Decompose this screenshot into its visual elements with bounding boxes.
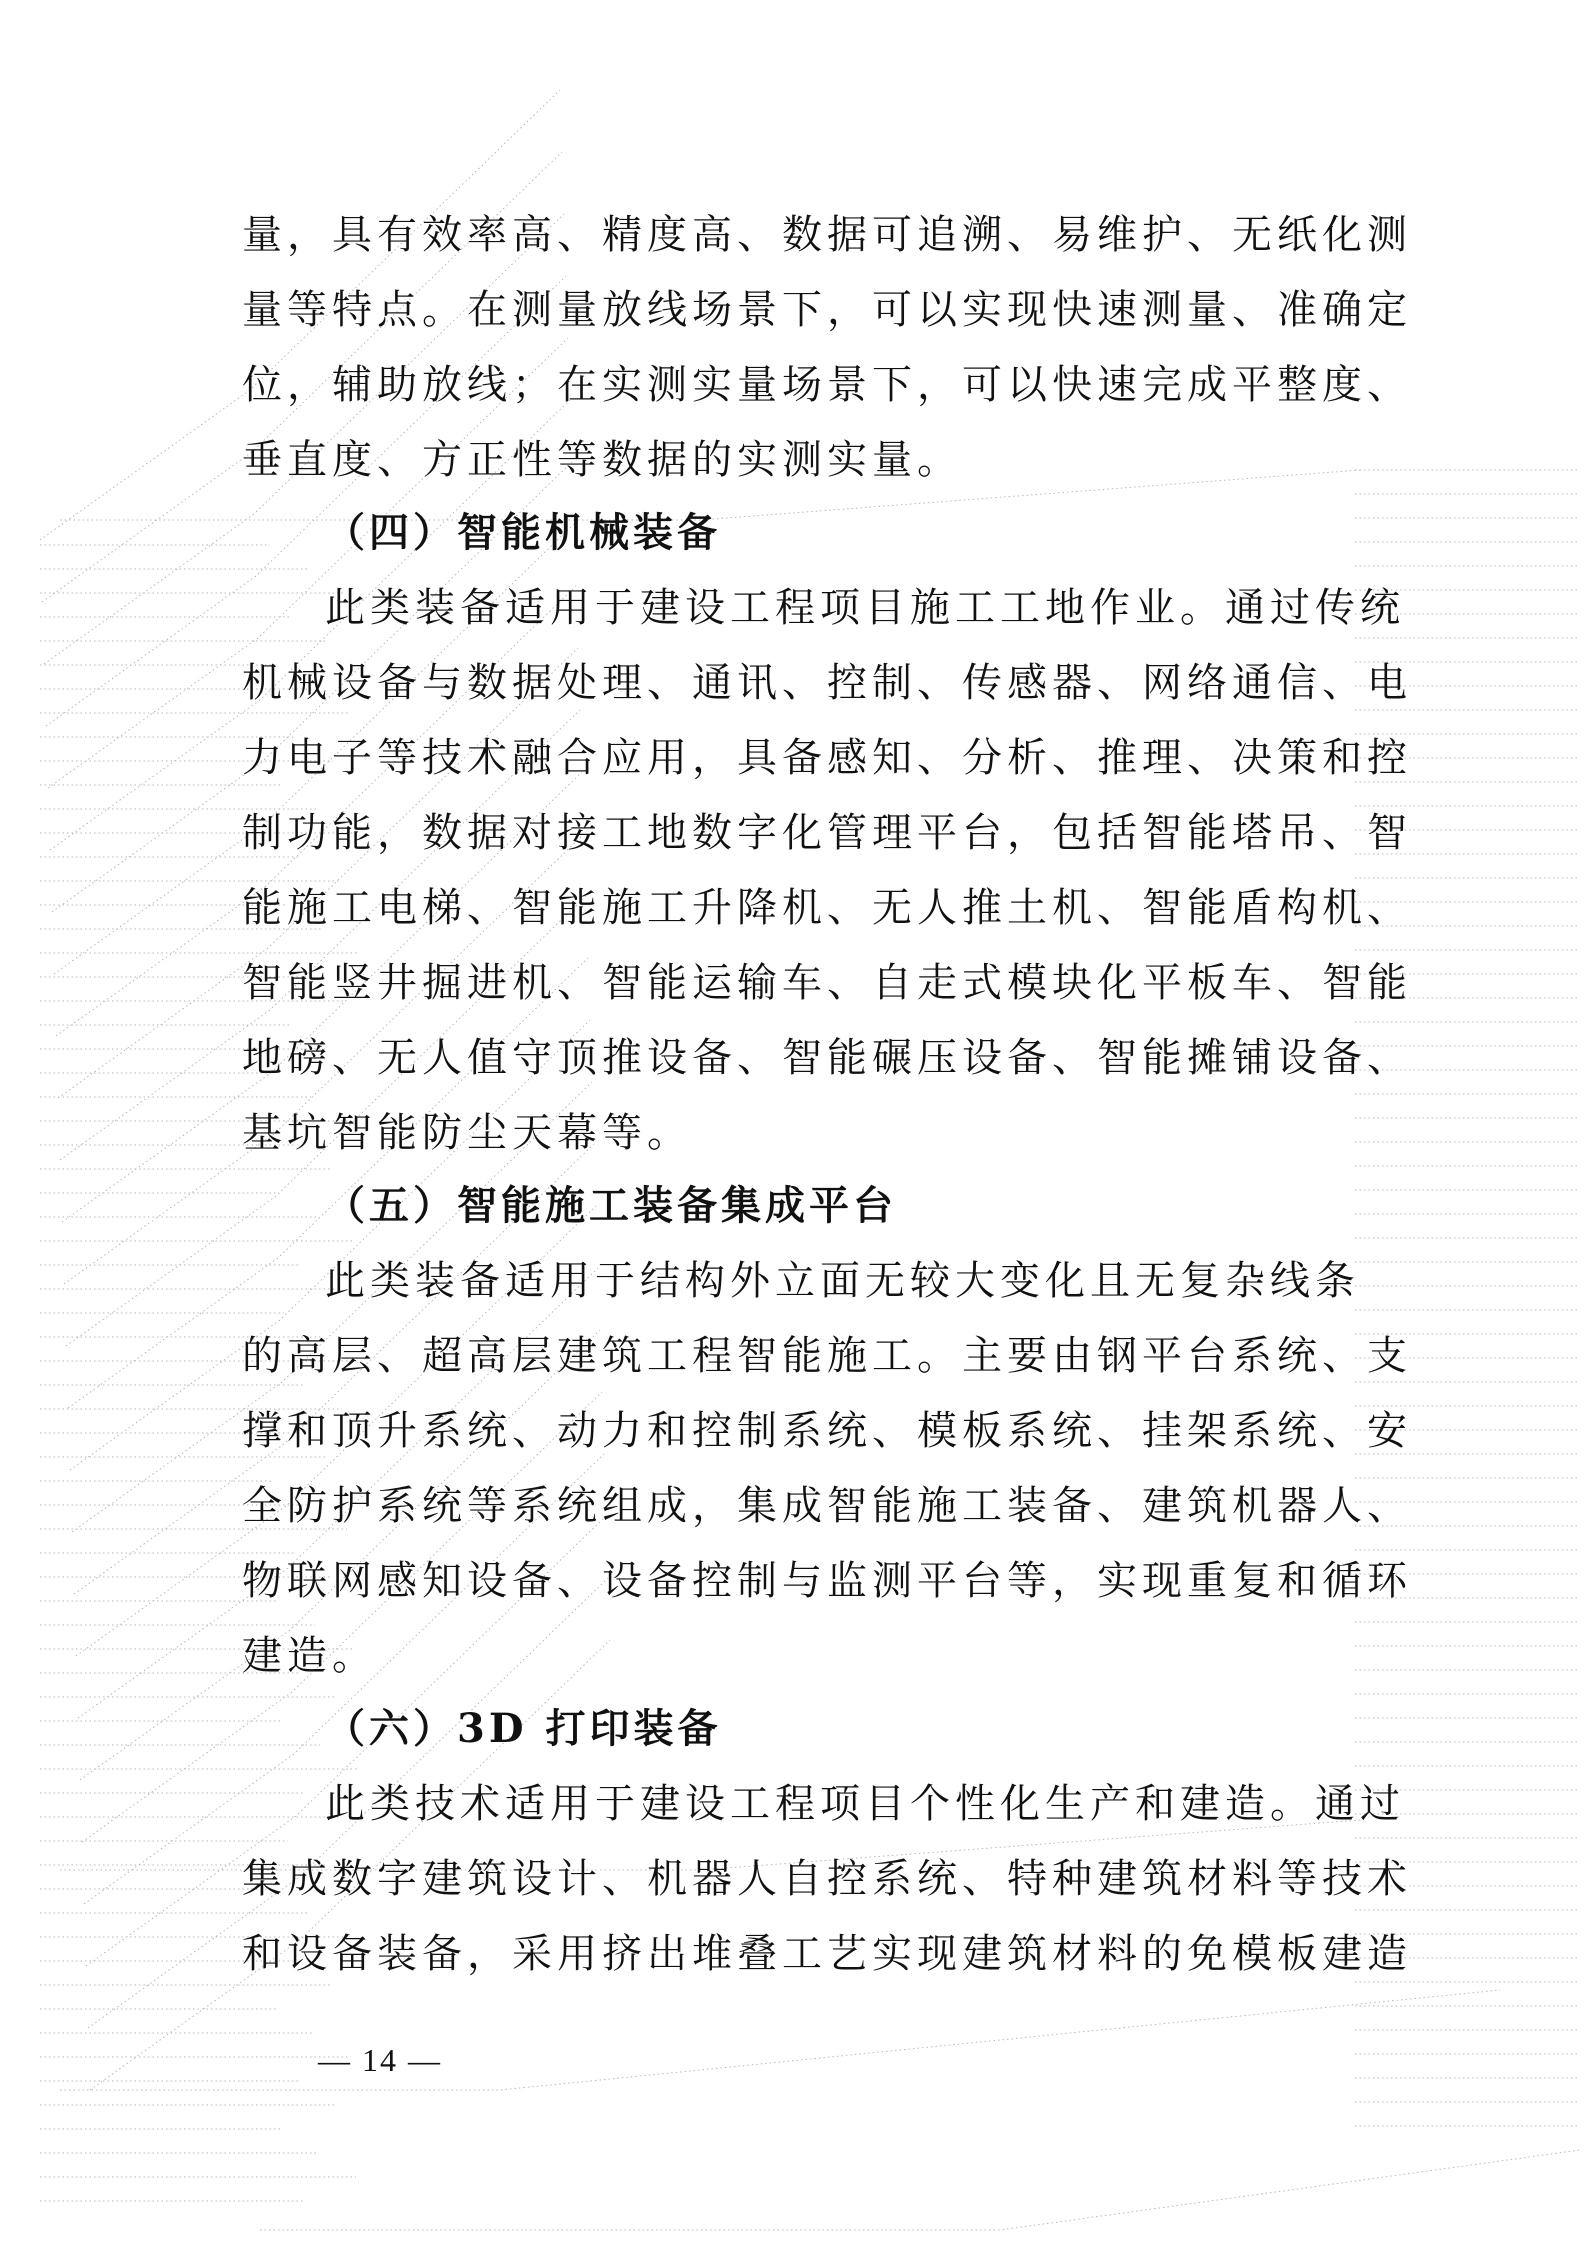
paragraph-line: 和设备装备，采用挤出堆叠工艺实现建筑材料的免模板建造 (242, 1931, 1412, 1977)
section-heading: （四）智能机械装备 (325, 509, 721, 556)
paragraph-line: 集成数字建筑设计、机器人自控系统、特种建筑材料等技术 (242, 1856, 1412, 1902)
page-number: — 14 — (318, 2042, 442, 2078)
section-heading: （六）3D 打印装备 (325, 1705, 722, 1752)
paragraph-line: 建造。 (242, 1633, 377, 1679)
paragraph-line: 量等特点。在测量放线场景下，可以实现快速测量、准确定 (242, 287, 1412, 333)
paragraph-line: 量，具有效率高、精度高、数据可追溯、易维护、无纸化测 (242, 212, 1412, 258)
paragraph-line: 垂直度、方正性等数据的实测实量。 (242, 437, 962, 483)
paragraph-line: 基坑智能防尘天幕等。 (242, 1110, 692, 1156)
paragraph-line: 全防护系统等系统组成，集成智能施工装备、建筑机器人、 (242, 1483, 1412, 1529)
paragraph-line: 此类装备适用于结构外立面无较大变化且无复杂线条 (325, 1258, 1360, 1304)
paragraph-line: 地磅、无人值守顶推设备、智能碾压设备、智能摊铺设备、 (242, 1035, 1412, 1081)
paragraph-line: 位，辅助放线；在实测实量场景下，可以快速完成平整度、 (242, 362, 1412, 408)
paragraph-line: 此类技术适用于建设工程项目个性化生产和建造。通过 (325, 1781, 1405, 1827)
paragraph-line: 智能竖井掘进机、智能运输车、自走式模块化平板车、智能 (242, 960, 1412, 1006)
paragraph-line: 机械设备与数据处理、通讯、控制、传感器、网络通信、电 (242, 660, 1412, 706)
paragraph-line: 撑和顶升系统、动力和控制系统、模板系统、挂架系统、安 (242, 1408, 1412, 1454)
paragraph-line: 此类装备适用于建设工程项目施工工地作业。通过传统 (325, 585, 1405, 631)
section-heading: （五）智能施工装备集成平台 (325, 1182, 897, 1229)
paragraph-line: 能施工电梯、智能施工升降机、无人推土机、智能盾构机、 (242, 885, 1412, 931)
paragraph-line: 力电子等技术融合应用，具备感知、分析、推理、决策和控 (242, 735, 1412, 781)
paragraph-line: 物联网感知设备、设备控制与监测平台等，实现重复和循环 (242, 1558, 1412, 1604)
paragraph-line: 制功能，数据对接工地数字化管理平台，包括智能塔吊、智 (242, 810, 1412, 856)
paragraph-line: 的高层、超高层建筑工程智能施工。主要由钢平台系统、支 (242, 1333, 1412, 1379)
